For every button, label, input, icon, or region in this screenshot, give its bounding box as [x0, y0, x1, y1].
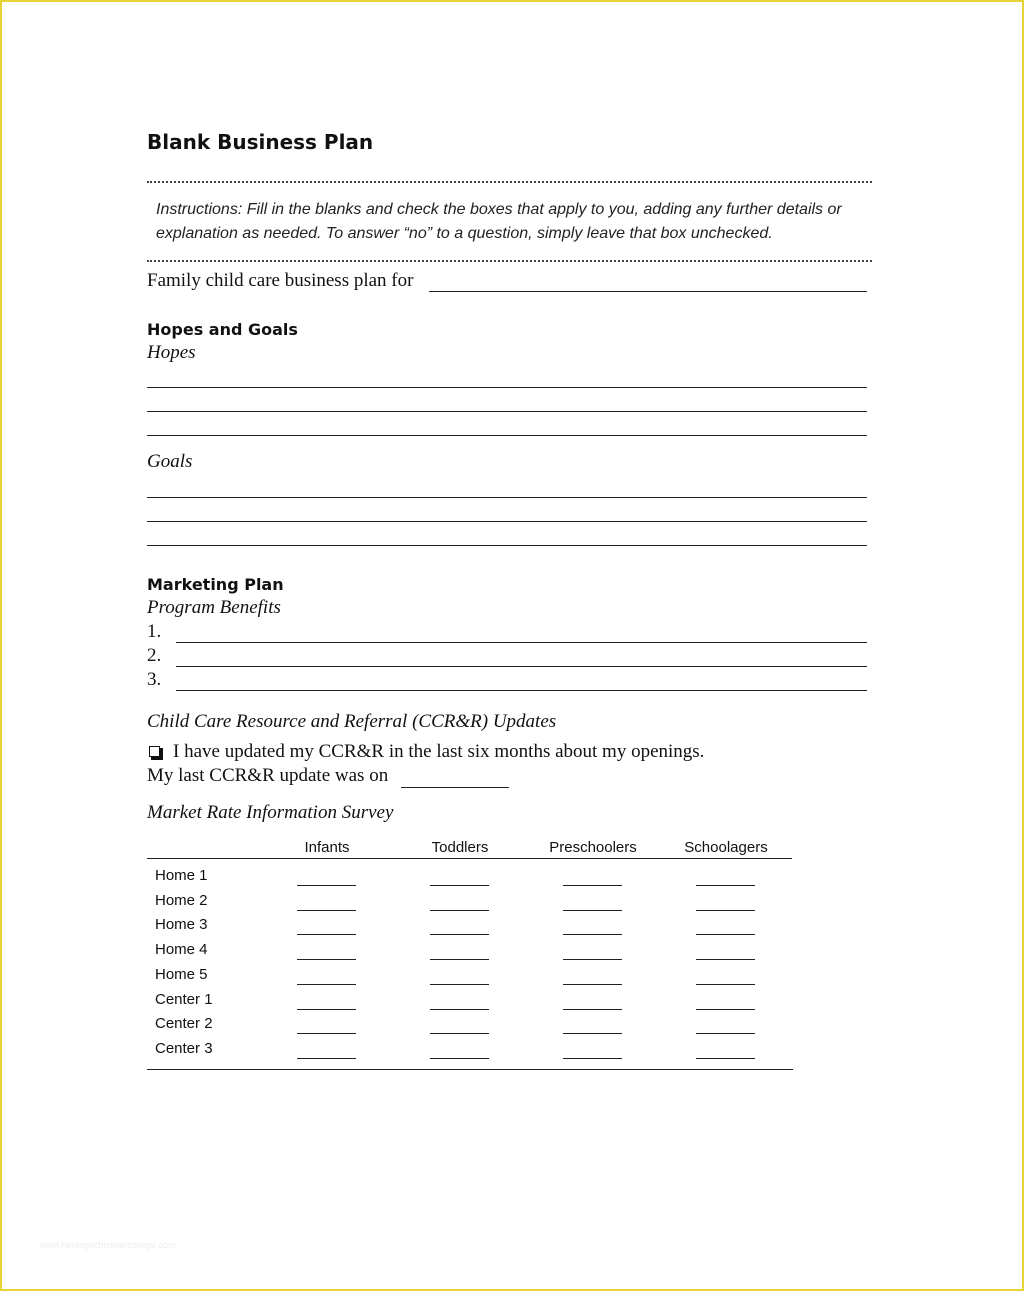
plan-for-label: Family child care business plan for [147, 270, 414, 291]
rate-blank-schoolagers[interactable] [696, 984, 755, 985]
rate-blank-preschoolers[interactable] [563, 1058, 622, 1059]
column-header-schoolagers: Schoolagers [684, 839, 768, 856]
rate-blank-toddlers[interactable] [430, 885, 489, 886]
plan-for-blank[interactable] [429, 291, 867, 292]
hopes-line[interactable] [147, 387, 867, 388]
market-rate-survey-label: Market Rate Information Survey [147, 802, 394, 823]
page-title: Blank Business Plan [147, 130, 374, 154]
column-header-toddlers: Toddlers [431, 839, 489, 856]
goals-line[interactable] [147, 497, 867, 498]
benefit-number: 1. [147, 621, 162, 642]
program-benefits-label: Program Benefits [147, 597, 281, 618]
instructions-text: Instructions: Fill in the blanks and check the boxes that apply to you, adding any further details or explanation as needed. To answer “no” to a question, simply leave that box unchecked. [156, 201, 842, 242]
hopes-line[interactable] [147, 411, 867, 412]
rate-blank-toddlers[interactable] [430, 934, 489, 935]
dotted-divider-top [147, 181, 872, 183]
benefit-number: 3. [147, 669, 162, 690]
ccrr-last-update-label: My last CCR&R update was on [147, 765, 389, 786]
rate-blank-infants[interactable] [297, 984, 356, 985]
ccrr-checkbox-text: I have updated my CCR&R in the last six months about my openings. [173, 741, 705, 762]
rate-blank-preschoolers[interactable] [563, 984, 622, 985]
ccrr-date-blank[interactable] [401, 787, 509, 788]
rate-blank-infants[interactable] [297, 1033, 356, 1034]
rate-blank-schoolagers[interactable] [696, 1009, 755, 1010]
rate-blank-preschoolers[interactable] [563, 910, 622, 911]
benefit-number: 2. [147, 645, 162, 666]
rate-blank-infants[interactable] [297, 959, 356, 960]
rate-blank-preschoolers[interactable] [563, 959, 622, 960]
table-row-label: Center 2 [155, 1015, 213, 1033]
table-row-label: Center 1 [155, 990, 213, 1008]
benefit-line[interactable] [176, 666, 867, 667]
table-row-label: Center 3 [155, 1039, 213, 1057]
goals-line[interactable] [147, 545, 867, 546]
rate-blank-schoolagers[interactable] [696, 910, 755, 911]
hopes-goals-heading: Hopes and Goals [147, 320, 298, 339]
rate-blank-infants[interactable] [297, 1058, 356, 1059]
rate-blank-toddlers[interactable] [430, 959, 489, 960]
rate-blank-schoolagers[interactable] [696, 885, 755, 886]
table-row-label: Home 1 [155, 867, 208, 884]
goals-label: Goals [147, 451, 193, 472]
rate-blank-toddlers[interactable] [430, 1009, 489, 1010]
benefit-line[interactable] [176, 690, 867, 691]
rate-blank-schoolagers[interactable] [696, 1058, 755, 1059]
hopes-label: Hopes [147, 342, 196, 363]
rate-blank-preschoolers[interactable] [563, 885, 622, 886]
rate-blank-preschoolers[interactable] [563, 934, 622, 935]
rate-blank-infants[interactable] [297, 1009, 356, 1010]
table-row-label: Home 5 [155, 965, 208, 983]
rate-blank-schoolagers[interactable] [696, 934, 755, 935]
rate-blank-infants[interactable] [297, 885, 356, 886]
watermark-text: www.heritagechristiancollege.com [40, 1240, 176, 1250]
benefit-line[interactable] [176, 642, 867, 643]
ccrr-updates-label: Child Care Resource and Referral (CCR&R) Updates [147, 711, 557, 732]
rate-blank-toddlers[interactable] [430, 984, 489, 985]
marketing-plan-heading: Marketing Plan [147, 575, 284, 594]
rate-blank-schoolagers[interactable] [696, 959, 755, 960]
document-page [147, 0, 872, 1291]
table-row-label: Home 4 [155, 941, 208, 959]
dotted-divider-bottom [147, 260, 872, 262]
rate-blank-preschoolers[interactable] [563, 1009, 622, 1010]
hopes-line[interactable] [147, 435, 867, 436]
ccrr-checkbox[interactable] [149, 746, 160, 757]
rate-blank-toddlers[interactable] [430, 1033, 489, 1034]
column-header-infants: Infants [304, 839, 350, 856]
rate-blank-infants[interactable] [297, 934, 356, 935]
table-row-label: Home 3 [155, 916, 208, 934]
table-header-rule [147, 858, 792, 859]
column-header-preschoolers: Preschoolers [549, 839, 637, 856]
rate-blank-infants[interactable] [297, 910, 356, 911]
table-bottom-rule [147, 1069, 793, 1070]
rate-blank-toddlers[interactable] [430, 1058, 489, 1059]
rate-blank-toddlers[interactable] [430, 910, 489, 911]
rate-blank-schoolagers[interactable] [696, 1033, 755, 1034]
table-row-label: Home 2 [155, 891, 208, 909]
goals-line[interactable] [147, 521, 867, 522]
rate-blank-preschoolers[interactable] [563, 1033, 622, 1034]
